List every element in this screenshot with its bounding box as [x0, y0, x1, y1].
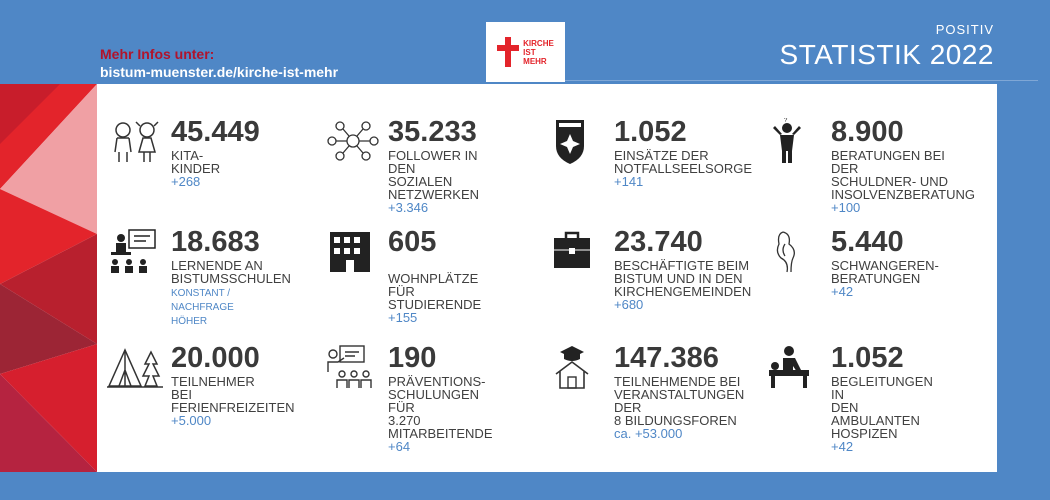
stat-label: PRÄVENTIONS- SCHULUNGEN FÜR 3.270 MITARBEITENDE +64 — [388, 374, 493, 454]
stat-delta: +42 — [831, 284, 854, 299]
info-block — [100, 46, 338, 80]
briefcase-icon — [550, 228, 608, 274]
stat-label: BERATUNGEN BEI DER SCHULDNER- UND INSOLVENZBERATUNG +100 — [831, 148, 975, 215]
stat-delta: +100 — [831, 200, 861, 215]
stat-value: 20.000 — [171, 342, 260, 374]
stat-value: 1.052 — [614, 116, 687, 148]
stat-value: 605 — [388, 226, 437, 258]
pregnant-woman-icon — [767, 228, 825, 274]
stat-delta: +155 — [388, 310, 418, 325]
stat-label: FOLLOWER IN DEN SOZIALEN NETZWERKEN +3.346 — [388, 148, 479, 215]
education-house-icon — [550, 344, 608, 390]
stat-value: 190 — [388, 342, 437, 374]
logo-word: MEHR — [523, 56, 547, 66]
stat-delta: +64 — [388, 439, 411, 454]
stat-delta: +141 — [614, 174, 644, 189]
logo-word: KIRCHE — [523, 38, 554, 48]
social-network-icon — [324, 118, 382, 164]
decorative-triangles — [0, 84, 97, 472]
stat-label: EINSÄTZE DER NOTFALLSEELSORGE +141 — [614, 148, 752, 189]
stat-label: TEILNEHMER BEI FERIENFREIZEITEN +5.000 — [171, 374, 295, 428]
logo-text — [523, 39, 554, 66]
stat-value: 18.683 — [171, 226, 260, 258]
stat-label: TEILNEHMENDE BEI VERANSTALTUNGEN DER 8 BILDUNGSFOREN ca. +53.000 — [614, 374, 745, 441]
stat-delta: +680 — [614, 297, 644, 312]
stat-delta: KONSTANT / NACHFRAGE HÖHER — [171, 288, 234, 327]
stat-delta: +42 — [831, 439, 854, 454]
title-block — [780, 22, 994, 71]
cross-icon — [497, 37, 519, 67]
kirche-ist-mehr-logo — [486, 22, 565, 82]
stat-delta: +5.000 — [171, 413, 212, 428]
debt-person-icon — [767, 118, 825, 164]
stat-delta: +3.346 — [388, 200, 429, 215]
stat-value: 35.233 — [388, 116, 477, 148]
stat-label: BESCHÄFTIGTE BEIM BISTUM UND IN DEN KIRCHENGEMEINDEN +680 — [614, 258, 752, 312]
info-label: Mehr Infos unter: — [100, 46, 215, 62]
stat-value: 147.386 — [614, 342, 719, 374]
stat-label: LERNENDE AN BISTUMSSCHULEN KONSTANT / NACHFRAGE HÖHER — [171, 258, 291, 327]
building-icon — [324, 228, 382, 274]
tent-icon — [107, 344, 165, 390]
page-title: STATISTIK 2022 — [779, 39, 994, 70]
stat-value: 23.740 — [614, 226, 703, 258]
stat-label: WOHNPLÄTZE FÜR STUDIERENDE +155 — [388, 271, 482, 325]
title-divider — [565, 80, 1038, 81]
stats-panel — [0, 84, 997, 472]
hospice-care-icon — [767, 344, 825, 390]
stat-value: 1.052 — [831, 342, 904, 374]
page-subtitle: POSITIV — [935, 22, 994, 37]
stat-delta: +268 — [171, 174, 201, 189]
stat-label: SCHWANGEREN- BERATUNGEN +42 — [831, 258, 939, 299]
logo-word: IST — [523, 47, 536, 57]
stat-value: 45.449 — [171, 116, 260, 148]
stat-value: 8.900 — [831, 116, 904, 148]
svg-text:?: ? — [784, 118, 788, 124]
info-url-link[interactable]: bistum-muenster.de/kirche-ist-mehr — [100, 64, 339, 80]
stat-label: KITA-KINDER +268 — [171, 148, 221, 189]
stat-value: 5.440 — [831, 226, 904, 258]
notfallseelsorge-shield-icon — [550, 118, 608, 164]
stat-delta: ca. +53.000 — [614, 426, 683, 441]
training-icon — [324, 344, 382, 390]
classroom-icon — [107, 228, 165, 274]
children-icon — [107, 118, 165, 164]
stat-label: BEGLEITUNGEN IN DEN AMBULANTEN HOSPIZEN +42 — [831, 374, 933, 454]
